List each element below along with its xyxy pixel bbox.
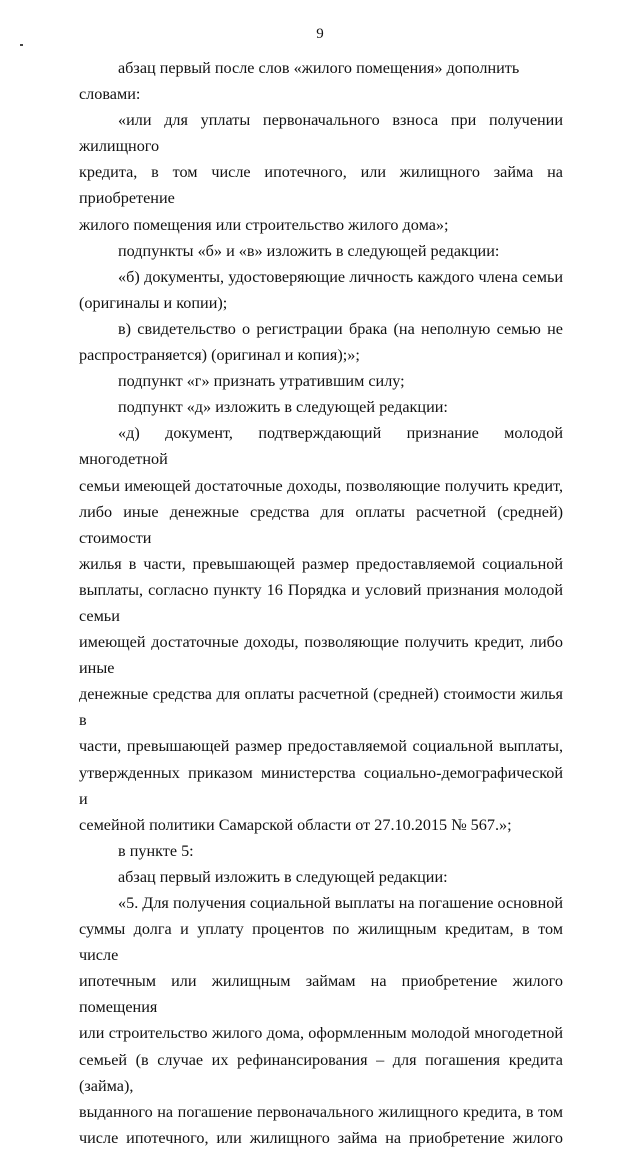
text-line: «или для уплаты первоначального взноса при получении жилищного xyxy=(79,111,563,156)
text-line: имеющей достаточные доходы, позволяющие получить кредит, либо иные xyxy=(79,633,563,678)
paragraph xyxy=(79,890,563,1151)
scan-speck xyxy=(20,44,23,46)
text-line: абзац первый после слов «жилого помещения» дополнить словами: xyxy=(79,59,520,104)
text-line: «5. Для получения социальной выплаты на погашение основной xyxy=(118,894,563,912)
paragraph xyxy=(79,264,563,316)
text-line: утвержденных приказом министерства социально-демографической и xyxy=(79,763,563,808)
text-line: или строительство жилого дома, оформленным молодой многодетной xyxy=(79,1024,563,1043)
text-line: абзац первый изложить в следующей редакции: xyxy=(118,867,448,886)
page-number: 9 xyxy=(316,26,324,42)
paragraph xyxy=(79,238,563,264)
text-line: жилого помещения или строительство жилого дома»; xyxy=(79,215,449,234)
text-line: выплаты, согласно пункту 16 Порядка и условий признания молодой семьи xyxy=(79,580,563,625)
text-line: распространяется) (оригинал и копия);»; xyxy=(79,346,360,365)
text-line: семьей (в случае их рефинансирования – для погашения кредита (займа), xyxy=(79,1050,563,1095)
text-line: ипотечным или жилищным займам на приобретение жилого помещения xyxy=(79,972,563,1017)
paragraph xyxy=(79,368,563,394)
text-line: выданного на погашение первоначального жилищного кредита, в том xyxy=(79,1102,563,1121)
text-line: (оригиналы и копии); xyxy=(79,293,228,312)
paragraph xyxy=(79,864,563,890)
text-line: либо иные денежные средства для оплаты расчетной (средней) стоимости xyxy=(79,502,563,547)
paragraph xyxy=(79,55,563,107)
paragraph xyxy=(79,420,563,838)
text-line: подпункты «б» и «в» изложить в следующей редакции: xyxy=(118,241,500,260)
text-line: суммы долга и уплату процентов по жилищным кредитам, в том числе xyxy=(79,920,563,965)
text-line: в пункте 5: xyxy=(118,841,194,860)
text-line: подпункт «д» изложить в следующей редакции: xyxy=(118,398,448,417)
paragraph xyxy=(79,316,563,368)
text-line: жилья в части, превышающей размер предоставляемой социальной xyxy=(79,554,563,573)
text-line: в) свидетельство о регистрации брака (на неполную семью не xyxy=(118,319,563,338)
paragraph xyxy=(79,394,563,420)
paragraph xyxy=(79,107,563,237)
text-line: кредита, в том числе ипотечного, или жилищного займа на приобретение xyxy=(79,163,563,208)
document-body xyxy=(79,55,563,1151)
text-line: «д) документ, подтверждающий признание молодой многодетной xyxy=(79,424,563,469)
text-line: денежные средства для оплаты расчетной (средней) стоимости жилья в xyxy=(79,685,563,730)
text-line: числе ипотечного, или жилищного займа на приобретение жилого xyxy=(79,1128,563,1147)
text-line: части, превышающей размер предоставляемой социальной выплаты, xyxy=(79,737,563,756)
text-line: «б) документы, удостоверяющие личность каждого члена семьи xyxy=(118,267,563,286)
paragraph xyxy=(79,838,563,864)
text-line: семейной политики Самарской области от 27.10.2015 № 567.»; xyxy=(79,815,512,834)
text-line: подпункт «г» признать утратившим силу; xyxy=(118,372,405,391)
text-line: семьи имеющей достаточные доходы, позволяющие получить кредит, xyxy=(79,476,563,495)
